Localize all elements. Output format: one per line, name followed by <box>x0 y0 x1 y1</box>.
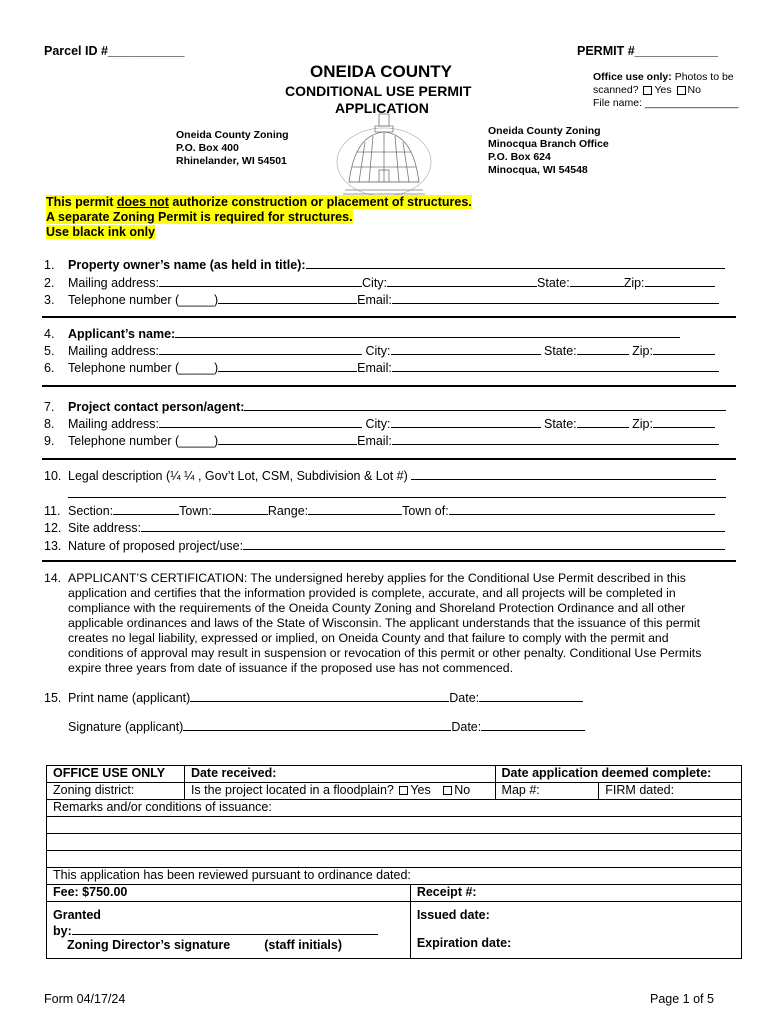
owner-name-field[interactable] <box>306 256 725 269</box>
section-divider <box>42 560 736 562</box>
print-name-field[interactable] <box>190 689 449 702</box>
state-label: State: <box>543 417 577 431</box>
form-title-line2: APPLICATION <box>335 100 429 116</box>
date-received-label: Date received: <box>184 766 495 783</box>
applicant-city-field[interactable] <box>391 342 541 355</box>
expiration-date-label: Expiration date: <box>416 936 512 950</box>
mailing-label: Mailing address: <box>68 276 160 290</box>
section-label: Section: <box>68 504 114 518</box>
applicant-name-row <box>44 325 680 342</box>
owner-zip-field[interactable] <box>645 274 715 287</box>
minocqua-address <box>488 125 609 177</box>
certification-line: applicable ordinances and laws of the State of Wisconsin. The applicant understands that the issuance of this permit <box>68 616 701 630</box>
remarks-field[interactable] <box>47 851 742 868</box>
owner-mailing-row <box>44 274 715 291</box>
office-use-label: Office use only: <box>593 71 672 83</box>
item-number: 1. <box>44 258 55 272</box>
item-number: 2. <box>44 276 55 290</box>
city-label: City: <box>362 276 388 290</box>
town-label: Town: <box>179 504 212 518</box>
office-use-title: OFFICE USE ONLY <box>47 766 185 783</box>
address-right-line: Minocqua, WI 54548 <box>488 164 588 176</box>
notice-line3: Use black ink only <box>46 225 156 239</box>
remarks-field[interactable] <box>47 834 742 851</box>
state-label: State: <box>537 276 570 290</box>
reviewed-label: This application has been reviewed pursuant to ordinance dated: <box>47 868 742 885</box>
scanned-yes-label: Yes <box>654 84 672 96</box>
scanned-label: scanned? <box>593 84 639 96</box>
owner-telephone-field[interactable] <box>218 291 357 304</box>
item-number: 6. <box>44 361 55 375</box>
date-complete-label: Date application deemed complete: <box>495 766 741 783</box>
owner-name-label: Property owner’s name (as held in title): <box>68 258 306 272</box>
signature-date-field[interactable] <box>481 718 585 731</box>
owner-mailing-field[interactable] <box>159 274 362 287</box>
nature-row <box>44 537 725 554</box>
certification-line: compliance with the requirements of the Oneida County Zoning and Shoreland Protection Ordinance and all other <box>68 601 686 615</box>
item-number: 8. <box>44 417 55 431</box>
item-number: 10. <box>44 469 62 483</box>
contact-telephone-field[interactable] <box>218 432 357 445</box>
zip-label: Zip: <box>623 276 645 290</box>
signature-label: Signature (applicant) <box>68 720 184 734</box>
mailing-label: Mailing address: <box>68 417 160 431</box>
address-right-line: P.O. Box 624 <box>488 151 551 163</box>
address-left-line: P.O. Box 400 <box>176 142 239 154</box>
contact-telephone-row <box>44 432 719 449</box>
legal-description-row <box>44 467 716 484</box>
applicant-mailing-field[interactable] <box>159 342 362 355</box>
telephone-label: Telephone number (_____) <box>68 361 219 375</box>
address-left-line: Oneida County Zoning <box>176 129 289 141</box>
office-use-table <box>46 765 742 959</box>
legal-description-label: Legal description (¼ ¼ , Gov’t Lot, CSM, Subdivision & Lot #) <box>68 469 408 483</box>
scanned-yes-checkbox[interactable] <box>643 86 652 95</box>
director-signature-field[interactable] <box>72 922 378 935</box>
nature-label: Nature of proposed project/use: <box>68 539 244 553</box>
contact-city-field[interactable] <box>391 415 541 428</box>
applicant-name-field[interactable] <box>175 325 680 338</box>
email-label: Email: <box>357 361 392 375</box>
item-number: 3. <box>44 293 55 307</box>
section-field[interactable] <box>113 502 179 515</box>
town-field[interactable] <box>212 502 268 515</box>
applicant-email-field[interactable] <box>392 359 719 372</box>
mailing-label: Mailing address: <box>68 344 160 358</box>
applicant-name-label: Applicant’s name: <box>68 327 176 341</box>
file-name-label: File name: ________________ <box>593 97 739 109</box>
photos-label: Photos to be <box>674 71 734 83</box>
section-divider <box>42 316 736 318</box>
site-address-row <box>44 519 725 536</box>
date-label: Date: <box>449 691 480 705</box>
office-use-box <box>593 71 738 110</box>
contact-state-field[interactable] <box>577 415 629 428</box>
range-label: Range: <box>267 504 309 518</box>
item-number: 15. <box>44 691 62 705</box>
permit-notice <box>46 195 472 240</box>
scanned-no-label: No <box>687 84 701 96</box>
certification-line: APPLICANT’S CERTIFICATION: The undersigned hereby applies for the Conditional Use Permit described in this <box>68 571 686 585</box>
notice-emphasis: does not <box>116 195 169 209</box>
legal-description-field[interactable] <box>411 467 716 480</box>
applicant-telephone-row <box>44 359 719 376</box>
remarks-label: Remarks and/or conditions of issuance: <box>47 800 742 817</box>
signature-field[interactable] <box>183 718 451 731</box>
site-address-field[interactable] <box>141 519 725 532</box>
item-number: 11. <box>44 504 61 518</box>
location-row <box>44 502 715 519</box>
granted-label: Granted <box>53 908 101 922</box>
floodplain-cell <box>184 783 495 800</box>
city-label: City: <box>365 417 391 431</box>
item-number: 7. <box>44 400 55 414</box>
owner-telephone-row <box>44 291 719 308</box>
legal-description-field-2[interactable] <box>68 485 726 498</box>
contact-name-field[interactable] <box>244 398 726 411</box>
rhinelander-address <box>176 129 289 168</box>
notice-text: authorize construction or placement of structures. <box>168 195 472 209</box>
applicant-state-field[interactable] <box>577 342 629 355</box>
contact-mailing-row <box>44 415 715 432</box>
certification-text <box>68 571 701 676</box>
certification-line: creates no legal liability, expressed or implied, on Oneida County and that failure to comply with the permit and <box>68 631 669 645</box>
telephone-label: Telephone number (_____) <box>68 293 219 307</box>
address-left-line: Rhinelander, WI 54501 <box>176 155 287 167</box>
address-right-line: Oneida County Zoning <box>488 125 601 137</box>
applicant-mailing-row <box>44 342 715 359</box>
certification-line: application and certifies that the information provided is complete, accurate, and all projects will be completed in <box>68 586 676 600</box>
owner-email-field[interactable] <box>392 291 719 304</box>
certification-line: conditions of approval may result in suspension or revocation of this permit or other penalty. Conditional Use Permits <box>68 646 702 660</box>
item-number: 4. <box>44 327 55 341</box>
contact-zip-field[interactable] <box>653 415 715 428</box>
print-name-row <box>44 689 583 706</box>
owner-city-field[interactable] <box>387 274 537 287</box>
courthouse-dome-seal <box>335 112 433 198</box>
issued-cell <box>410 902 741 959</box>
firm-dated-label: FIRM dated: <box>599 783 742 800</box>
item-number: 5. <box>44 344 55 358</box>
scanned-no-checkbox[interactable] <box>677 86 686 95</box>
applicant-zip-field[interactable] <box>653 342 715 355</box>
item-number: 14. <box>44 571 62 585</box>
email-label: Email: <box>357 434 392 448</box>
item-number: 12. <box>44 521 62 535</box>
legal-description-row2 <box>44 485 726 502</box>
contact-name-label: Project contact person/agent: <box>68 400 245 414</box>
map-number-label: Map #: <box>495 783 599 800</box>
floodplain-no-checkbox[interactable] <box>443 786 452 795</box>
zoning-district-label: Zoning district: <box>47 783 185 800</box>
floodplain-yes-checkbox[interactable] <box>399 786 408 795</box>
applicant-telephone-field[interactable] <box>218 359 357 372</box>
item-number: 13. <box>44 539 62 553</box>
fee-label: Fee: $750.00 <box>47 885 411 902</box>
state-label: State: <box>543 344 577 358</box>
notice-line2: A separate Zoning Permit is required for structures. <box>46 210 353 224</box>
address-right-line: Minocqua Branch Office <box>488 138 609 150</box>
parcel-id-label: Parcel ID #___________ <box>44 44 185 58</box>
contact-name-row <box>44 398 726 415</box>
email-label: Email: <box>357 293 392 307</box>
signature-row <box>44 718 585 735</box>
print-name-label: Print name (applicant) <box>68 691 191 705</box>
notice-text: This permit <box>46 195 117 209</box>
zip-label: Zip: <box>632 417 653 431</box>
receipt-label: Receipt #: <box>410 885 741 902</box>
floodplain-no-label: No <box>454 783 471 797</box>
form-version: Form 04/17/24 <box>44 992 126 1006</box>
owner-state-field[interactable] <box>570 274 624 287</box>
town-of-label: Town of: <box>402 504 449 518</box>
section-divider <box>42 458 736 460</box>
range-field[interactable] <box>308 502 402 515</box>
owner-name-row <box>44 256 725 273</box>
zip-label: Zip: <box>632 344 653 358</box>
form-title-line1: CONDITIONAL USE PERMIT <box>285 83 472 99</box>
telephone-label: Telephone number (_____) <box>68 434 219 448</box>
page-number: Page 1 of 5 <box>650 992 714 1006</box>
county-title: ONEIDA COUNTY <box>310 62 452 81</box>
contact-mailing-field[interactable] <box>159 415 362 428</box>
floodplain-question: Is the project located in a floodplain? <box>190 783 394 797</box>
site-address-label: Site address: <box>68 521 141 535</box>
issued-date-label: Issued date: <box>416 908 490 922</box>
by-label: by: <box>53 924 72 938</box>
staff-initials-label: (staff initials) <box>264 938 343 952</box>
print-date-field[interactable] <box>479 689 583 702</box>
date-label: Date: <box>451 720 482 734</box>
director-signature-label: Zoning Director’s signature <box>67 938 231 952</box>
town-of-field[interactable] <box>449 502 715 515</box>
certification-line: expire three years from date of issuance if the proposed use has not commenced. <box>68 661 513 675</box>
granted-cell <box>47 902 411 959</box>
nature-field[interactable] <box>243 537 725 550</box>
section-divider <box>42 385 736 387</box>
contact-email-field[interactable] <box>392 432 719 445</box>
remarks-field[interactable] <box>47 817 742 834</box>
city-label: City: <box>365 344 391 358</box>
permit-number-label: PERMIT #____________ <box>577 44 719 58</box>
floodplain-yes-label: Yes <box>410 783 431 797</box>
certification-block <box>44 571 701 676</box>
item-number: 9. <box>44 434 55 448</box>
